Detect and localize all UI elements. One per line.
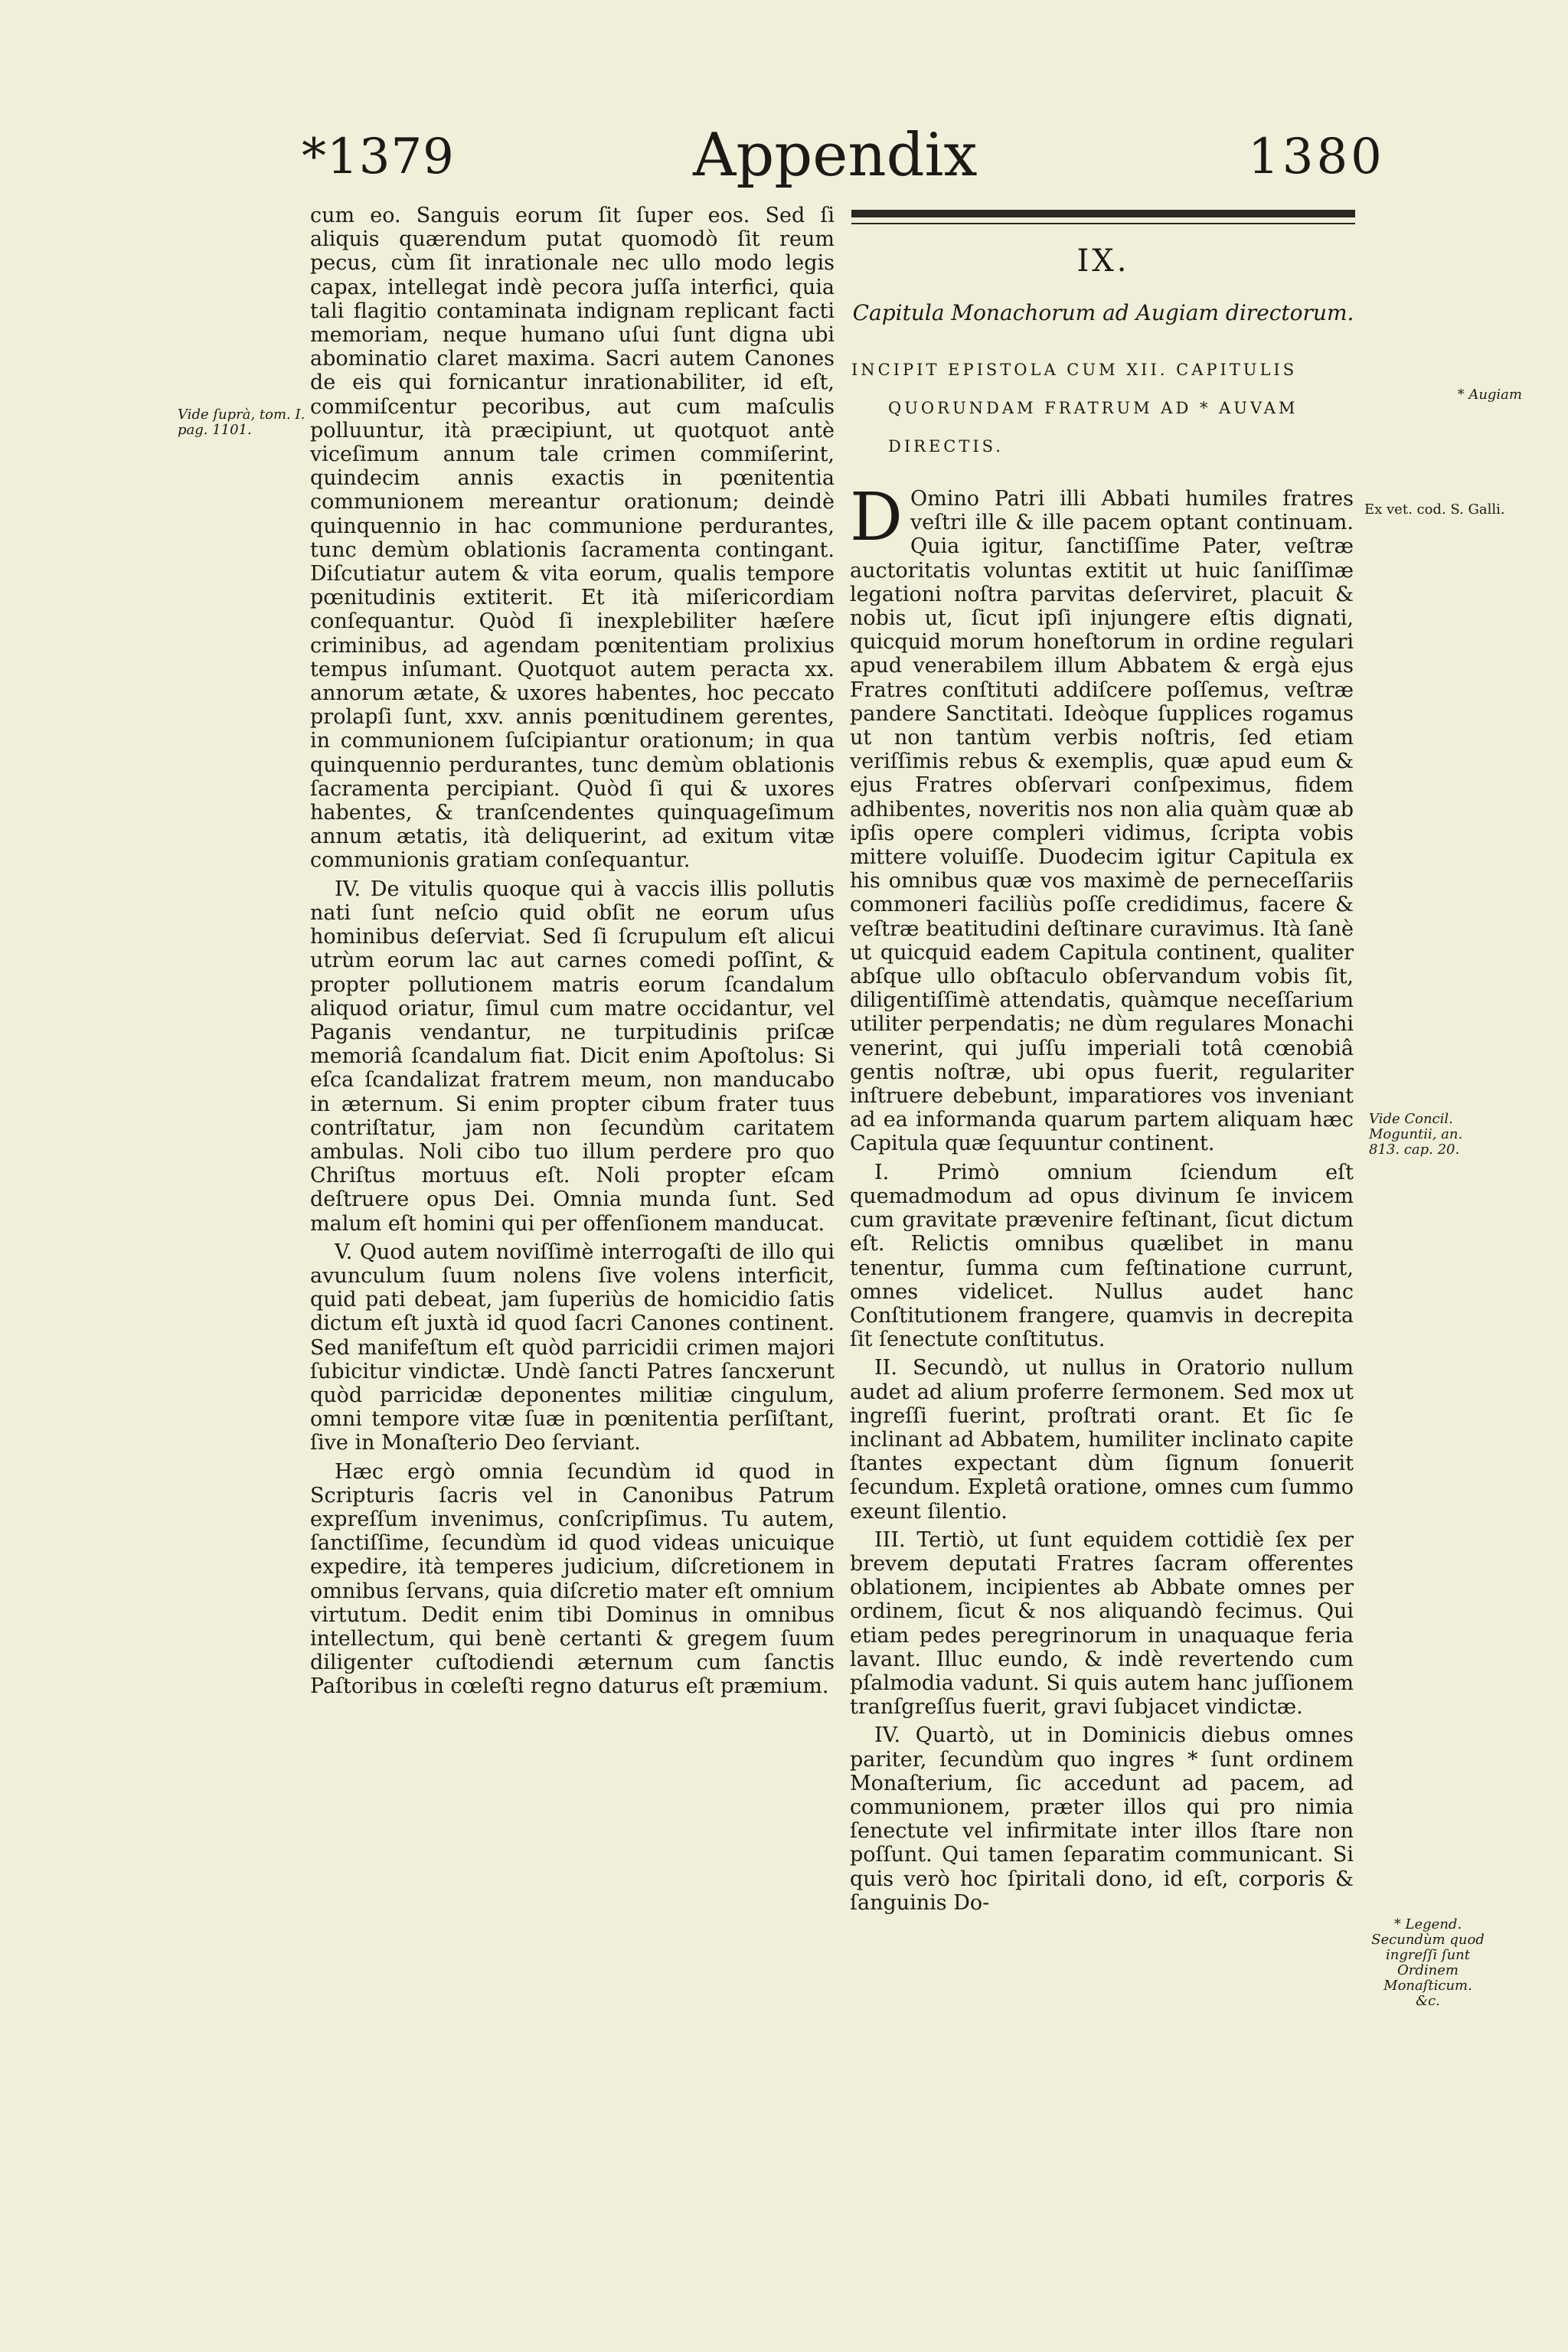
- dropcap: D: [850, 479, 903, 556]
- section-rule-thin: [851, 223, 1355, 224]
- left-paragraph-1: cum eo. Sanguis eorum ſit ſuper eos. Sed ſi aliquis quærendum putat quomodò ſit reum pecus, cùm ſit inrationale nec ullo modo legis capax, intellegat indè pecora juſſa interfici, quia tali flagitio contaminata indignam replicant facti memoriam, neque humano uſui ſunt digna ubi abominatio claret maxima. Sacri autem Canones de eis qui fornicantur inrationabiliter, id eſt, commiſcentur pecoribus, aut cum maſculis polluuntur, ità præcipiunt, ut quotquot antè viceſimum annum tale crimen commiſerint, quindecim annis exactis in pœnitentia communionem mereantur orationum; deindè quinquennio in hac communione perdurantes, tunc demùm oblationis ſacramenta contingant. Diſcutiatur autem & vita eorum, qualis tempore pœnitudinis extiterit. Et ità miſericordiam conſequantur. Quòd ſi inexplebiliter hæſere criminibus, ad agendam pœnitentiam prolixius tempus inſumant. Quotquot autem peracta xx. annorum ætate, & uxores habentes, hoc peccato prolapſi ſunt, xxv. annis pœnitudinem gerentes, in communionem ſuſcipiantur orationum; in qua quinquennio perdurantes, tunc demùm oblationis ſacramenta percipiant. Quòd ſi qui & uxores habentes, & tranſcendentes quinquageſimum annum ætatis, ità deliquerint, ad exitum vitæ communionis gratiam conſequantur.: [310, 204, 835, 873]
- left-paragraph-3: V. Quod autem noviſſimè interrogaſti de illo qui avunculum ſuum nolens ſive volens interficit, quid pati debeat, jam ſuperiùs de homicidio ſatis dictum eſt juxtà id quod ſacri Canones continent. Sed manifeſtum eſt quòd parricidii crimen majori ſubicitur vindictæ. Undè ſancti Patres ſancxerunt quòd parricidæ deponentes militiæ cingulum, omni tempore vitæ ſuæ in pœnitentia perſiſtant, ſive in Monaſterio Deo ſerviant.: [310, 1240, 835, 1455]
- margin-note-augiam: * Augiam: [1457, 387, 1522, 403]
- right-paragraph-1: I. Primò omnium ſciendum eſt quemadmodum ad opus divinum ſe invicem cum gravitate prævenire feſtinant, ſicut dictum eſt. Relictis omnibus quælibet in manu tenentur, ſumma cum feſtinatione currunt, omnes videlicet. Nullus audet hanc Conſtitutionem frangere, quamvis in decrepita ſit ſenectute conſtitutus.: [850, 1160, 1354, 1352]
- incipit-line-1: INCIPIT EPISTOLA CUM XII. CAPITULIS: [851, 361, 1298, 379]
- right-column: [850, 479, 1354, 1915]
- right-paragraph-2: II. Secundò, ut nullus in Oratorio nullum audet ad alium proferre ſermonem. Sed mox ut ingreſſi fuerint, proſtrati orant. Et ſic ſe inclinant ad Abbatem, humiliter inclinato capite ſtantes expectant dùm ſignum ſonuerit ſecundum. Expletâ oratione, omnes cum ſummo exeunt ſilentio.: [850, 1356, 1354, 1524]
- opening-text: Omino Patri illi Abbati humiles fratres veſtri ille & ille pacem optant continuam. Quia igitur, ſanctiſſime Pater, veſtræ auctoritatis voluntas extitit ut huic ſaniſſimæ legationi noſtra parvitas deſerviret, placuit & nobis ut, ſicut ipſi injungere eſtis dignati, quicquid morum honeſtorum in ordine regulari apud venerabilem illum Abbatem & ergà ejus Fratres conſtituti addiſcere poſſemus, veſtræ pandere Sanctitati. Ideòque ſupplices rogamus ut non tantùm verbis noſtris, ſed etiam veriſſimis rebus & exemplis, quæ apud eum & ejus Fratres obſervari conſpeximus, fidem adhibentes, noveritis nos non alia quàm quæ ab ipſis opere compleri vidimus, ſcripta vobis mittere voluiſſe. Duodecim igitur Capitula ex his omnibus quæ vos maximè de perneceſſariis commoneri faciliùs poſſe credidimus, facere & veſtræ beatitudini deſtinare curavimus. Ità ſanè ut quicquid eadem Capitula continent, qualiter abſque ullo obſtaculo obſervandum vobis ſit, diligentiſſimè attendatis, quàmque neceſſarium utiliter perpendatis; ne dùm regulares Monachi venerint, qui juſſu imperiali totâ cœnobiâ gentis noſtræ, ubi opus fuerit, regulariter inſtruere debebunt, imparatiores vos inveniant ad ea informanda quarum partem aliquam hæc Capitula quæ ſequuntur continent.: [850, 487, 1354, 1156]
- section-number: IX.: [1076, 243, 1130, 279]
- margin-note-vide-supra: Vide ſuprà, tom. I. pag. 1101.: [178, 407, 305, 438]
- page-number-right: 1380: [1248, 129, 1385, 185]
- margin-note-vide-concil: Vide Concil. Moguntii, an. 813. cap. 20.: [1369, 1111, 1463, 1158]
- right-opening-paragraph: [850, 479, 1354, 1156]
- right-paragraph-4: IV. Quartò, ut in Dominicis diebus omnes pariter, ſecundùm quo ingres * ſunt ordinem Monaſterium, ſic accedunt ad pacem, ad communionem, præter illos qui pro nimia ſenectute vel infirmitate inter illos ſtare non poſſunt. Qui tamen ſeparatim communicant. Si quis verò hoc ſpiritali dono, id eſt, corporis & ſanguinis Do-: [850, 1723, 1354, 1915]
- page-number-left: *1379: [302, 129, 455, 185]
- margin-note-legend: * Legend. Secundùm quod ingreſſi ſunt Ordinem Monaſticum. &c.: [1371, 1916, 1485, 2009]
- incipit-line-3: DIRECTIS.: [888, 437, 1004, 456]
- left-paragraph-2: IV. De vitulis quoque qui à vaccis illis pollutis nati ſunt neſcio quid obſit ne eorum uſus hominibus deſerviat. Sed ſi ſcrupulum eſt alicui utrùm eorum lac aut carnes comedi poſſint, & propter pollutionem matris eorum ſcandalum aliquod oriatur, ſimul cum matre occidantur, vel Paganis vendantur, ne turpitudinis priſcæ memoriâ ſcandalum fiat. Dicit enim Apoſtolus: Si eſca ſcandalizat fratrem meum, non manducabo in æternum. Si enim propter cibum frater tuus contriſtatur, jam non ſecundùm caritatem ambulas. Noli cibo tuo illum perdere pro quo Chriſtus mortuus eſt. Noli propter eſcam deſtruere opus Dei. Omnia munda ſunt. Sed malum eſt homini qui per offenſionem manducat.: [310, 877, 835, 1236]
- left-paragraph-4: Hæc ergò omnia ſecundùm id quod in Scripturis ſacris vel in Canonibus Patrum expreſſum invenimus, conſcripſimus. Tu autem, ſanctiſſime, ſecundùm id quod videas unicuique expedire, ità temperes judicium, diſcretionem in omnibus ſervans, quia diſcretio mater eſt omnium virtutum. Dedit enim tibi Dominus in omnibus intellectum, qui benè certanti & gregem ſuum diligenter cuſtodiendi æternum cum ſanctis Paſtoribus in cœleſti regno daturus eſt præmium.: [310, 1459, 835, 1699]
- incipit-line-2: QUORUNDAM FRATRUM AD * AUVAM: [888, 399, 1298, 417]
- section-rule-thick: [851, 210, 1355, 217]
- left-column: [310, 204, 835, 1699]
- section-title: Capitula Monachorum ad Augiam directorum.: [852, 300, 1354, 325]
- right-paragraph-3: III. Tertiò, ut ſunt equidem cottidiè ſex per brevem deputati Fratres ſacram offerentes oblationem, incipientes ab Abbate omnes per ordinem, ſicut & nos aliquandò fecimus. Qui etiam pedes peregrinorum in unaquaque feria lavant. Illuc eundo, & indè revertendo cum pſalmodia vadunt. Si quis autem hanc juſſionem tranſgreſſus fuerit, gravi ſubjacet vindictæ.: [850, 1527, 1354, 1720]
- margin-note-ex-vet-cod: Ex vet. cod. S. Galli.: [1364, 501, 1505, 518]
- section-incipit: [851, 351, 1349, 466]
- page-title: Appendix: [693, 121, 978, 190]
